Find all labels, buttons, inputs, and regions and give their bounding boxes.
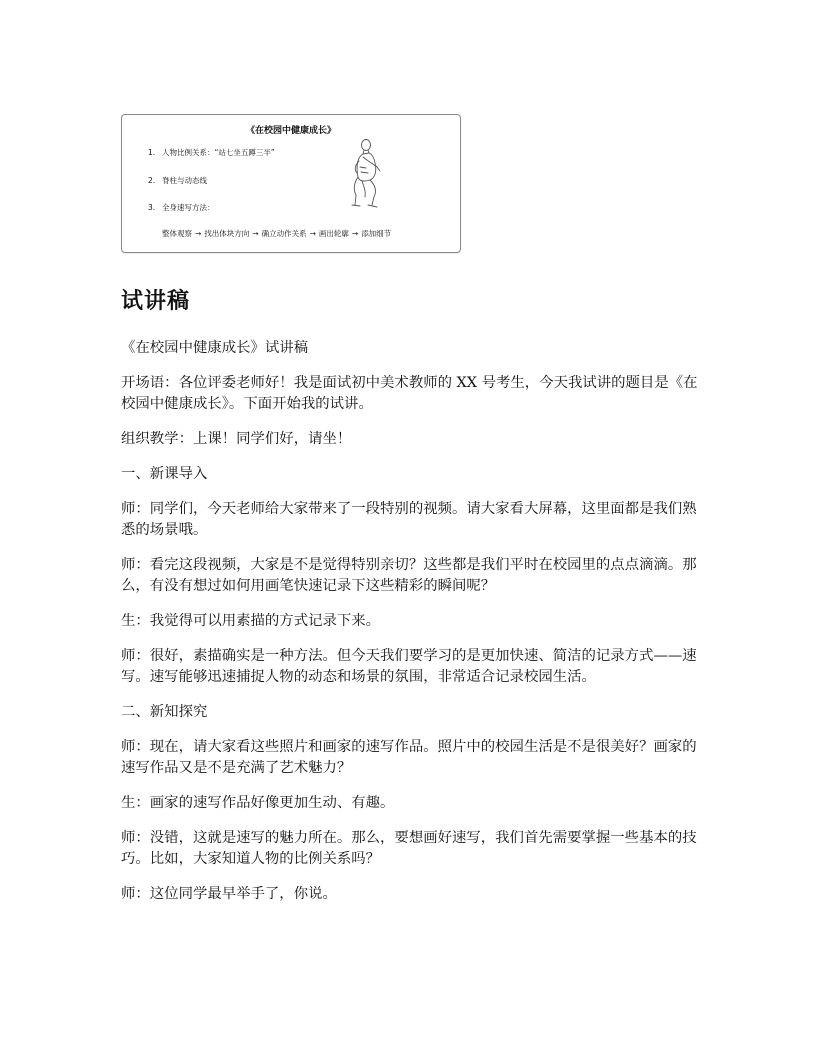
arrow-right-icon: → — [252, 229, 259, 238]
paragraph: 师：这位同学最早举手了，你说。 — [121, 886, 337, 902]
paragraph: 生：我觉得可以用素描的方式记录下来。 — [121, 613, 381, 629]
step-label: 整体观察 — [162, 229, 192, 238]
step-label: 找出体块方向 — [204, 229, 250, 238]
lesson-slide — [121, 114, 461, 253]
section-heading: 一、新课导入 — [121, 466, 208, 482]
slide-item — [148, 175, 207, 186]
slide-title: 《在校园中健康成长》 — [245, 126, 336, 136]
step-label: 添加细节 — [361, 229, 392, 238]
slide-item-number: 1. — [148, 148, 156, 157]
paragraph: 师：没错，这就是速写的魅力所在。那么，要想画好速写，我们首先需要掌握一些基本的技巧。比如，大家知道人物的比例关系吗？ — [121, 830, 697, 867]
slide-item — [148, 202, 215, 213]
slide-item-text: 脊柱与动态线 — [162, 176, 207, 185]
step-label: 画出轮廓 — [318, 229, 349, 238]
slide-item-text: 人物比例关系：“站七坐五蹲三半” — [162, 148, 275, 157]
step-label: 确立动作关系 — [261, 229, 307, 238]
arrow-right-icon: → — [351, 229, 359, 238]
slide-item — [148, 147, 275, 158]
arrow-right-icon: → — [309, 229, 316, 238]
paragraph: 师：很好，素描确实是一种方法。但今天我们要学习的是更加快速、简洁的记录方式——速写。速写能够迅速捕捉人物的动态和场景的氛围，非常适合记录校园生活。 — [121, 648, 697, 685]
arrow-right-icon: → — [195, 229, 202, 238]
crouching-figure-sketch-icon — [344, 137, 392, 217]
slide-item-number: 3. — [148, 203, 156, 212]
paragraph: 师：同学们，今天老师给大家带来了一段特别的视频。请大家看大屏幕，这里面都是我们熟悉的场景哦。 — [121, 501, 697, 538]
slide-item-number: 2. — [148, 176, 156, 185]
section-heading: 二、新知探究 — [121, 704, 208, 720]
paragraph: 《在校园中健康成长》试讲稿 — [121, 340, 309, 356]
slide-item-text: 全身速写方法： — [162, 203, 215, 212]
page-title: 试讲稿 — [121, 289, 191, 314]
paragraph: 师：看完这段视频，大家是不是觉得特别亲切？这些都是我们平时在校园里的点点滴滴。那么，有没有想过如何用画笔快速记录下这些精彩的瞬间呢？ — [121, 557, 697, 594]
paragraph: 生：画家的速写作品好像更加生动、有趣。 — [121, 795, 395, 811]
paragraph: 组织教学：上课！同学们好，请坐！ — [121, 431, 352, 447]
document-body — [121, 338, 707, 919]
paragraph: 师：现在，请大家看这些照片和画家的速写作品。照片中的校园生活是不是很美好？画家的速写作品又是不是充满了艺术魅力？ — [121, 739, 697, 776]
paragraph: 开场语：各位评委老师好！我是面试初中美术教师的 XX 号考生，今天我试讲的题目是《在校园中健康成长》。下面开始我的试讲。 — [121, 375, 698, 412]
sketch-steps — [162, 228, 391, 239]
